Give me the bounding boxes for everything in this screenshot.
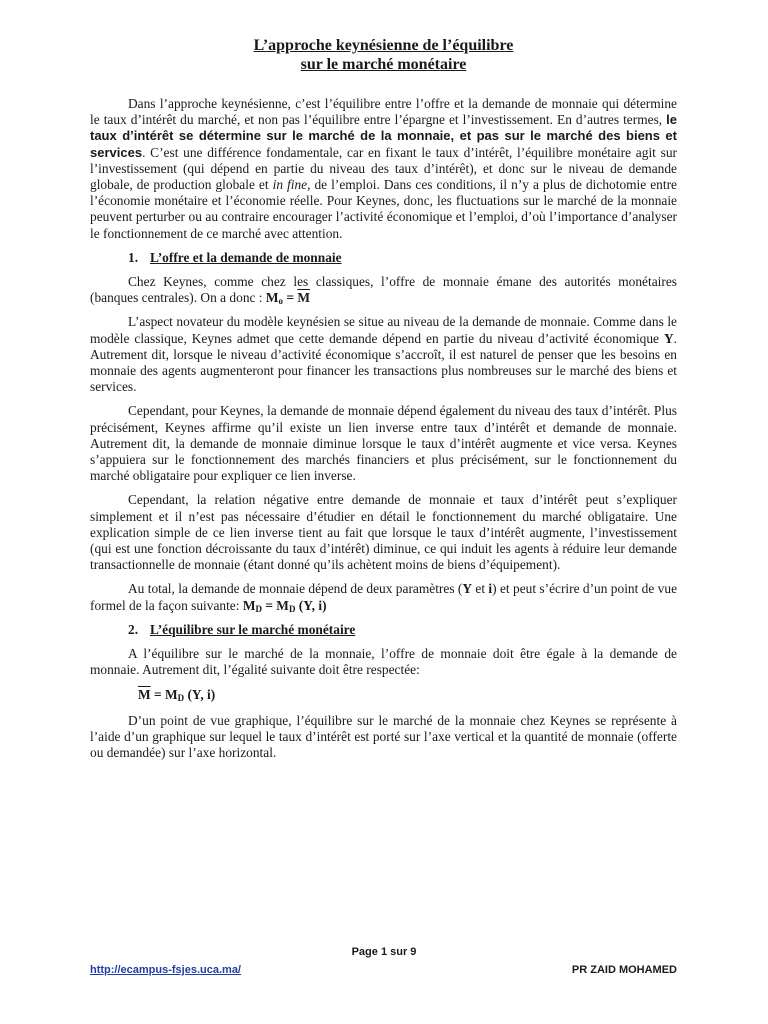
s1p2-text-1: L’aspect novateur du modèle keynésien se situe au niveau de la demande de monnaie. Comme dans le modèle classique, Keynes admet que cette demande dépend en partie du niveau d’activité économique (90, 314, 677, 346)
formula-md-args: (Y, i) (295, 597, 327, 613)
formula-sub-o: o (278, 296, 284, 307)
document-body (90, 96, 677, 761)
footer-line (90, 964, 677, 980)
formula-md-sub-2: D (288, 603, 296, 614)
page-footer (0, 946, 768, 976)
section-1-paragraph-1 (90, 274, 677, 306)
s1p5-text-1: Au total, la demande de monnaie dépend de deux paramètres ( (128, 581, 463, 597)
intro-paragraph (90, 96, 677, 242)
s1p2-text-2: . Autrement dit, lorsque le niveau d’activité économique s’accroît, il est naturel de penser que les besoins en monnaie des agents augmenteront pour financer les transactions plus nombreuses sur le marché des biens et services. (90, 330, 677, 395)
section-2-paragraph-2: D’un point de vue graphique, l’équilibre sur le marché de la monnaie chez Keynes se représente à l’aide d’un graphique sur lequel le taux d’intérêt est porté sur l’axe vertical et la quantité de monnaie (offerte ou demandée) sur l’axe horizontal. (90, 712, 677, 761)
equilibrium-equation (138, 687, 677, 703)
s1p1-text: Chez Keynes, comme chez les classiques, l’offre de monnaie émane des autorités monétaires (banques centrales). On a donc : (90, 274, 677, 306)
section-1-paragraph-4: Cependant, la relation négative entre demande de monnaie et taux d’intérêt peut s’expliquer simplement et il n’est pas nécessaire d’étudier en détail le fonctionnement du marché obligataire. Une explication simple de ce lien inverse tient au fait que lorsque le taux d’intérêt augmente, l’investissement (qui est une fonction décroissante du taux d’intérêt) diminue, ce qui induit les agents à réduire leur demande transactionnelle de monnaie (étant donné qu’ils achètent moins de biens d’équipement). (90, 492, 677, 573)
page-prefix: Page (351, 946, 381, 958)
page-separator: sur (387, 946, 411, 958)
section-1-paragraph-2 (90, 314, 677, 395)
eq-args: (Y, i) (184, 686, 216, 702)
section-1-title: L’offre et la demande de monnaie (150, 249, 342, 265)
section-1-paragraph-5 (90, 581, 677, 613)
section-1-heading (128, 250, 677, 266)
intro-text-1: Dans l’approche keynésienne, c’est l’équilibre entre l’offre et la demande de monnaie qui détermine le taux d’intérêt du marché, et non pas l’équilibre entre l’épargne et l’investissement. En d’autres termes, (90, 96, 677, 128)
document-page (90, 36, 677, 769)
formula-md-eq: = M (261, 597, 289, 613)
author-name: PR ZAID MOHAMED (571, 964, 677, 976)
intro-text-2: . C’est une différence fondamentale, car en fixant le taux d’intérêt, l’équilibre monétaire agit sur l’investissement (qui dépend en partie du niveau des taux d’intérêt), et donc sur le niveau de demande globale, de production globale et (90, 144, 677, 193)
title-line-2: sur le marché monétaire (300, 56, 467, 73)
ecampus-link[interactable]: http://ecampus-fsjes.uca.ma/ (90, 964, 241, 976)
intro-text-3: , de l’emploi. Dans ces conditions, il n’y a plus de dichotomie entre l’économie monétaire et l’économie réelle. Pour Keynes, donc, les fluctuations sur le marché de la monnaie peuvent perturber ou au contraire encourager l’activité économique et l’emploi, d’où l’importance d’analyser le fonctionnement de ce marché avec attention. (90, 177, 677, 241)
formula-equals: = (283, 290, 298, 306)
money-supply-formula (266, 290, 310, 305)
page-total: 9 (410, 946, 417, 958)
title-line-1: L’approche keynésienne de l’équilibre (253, 37, 514, 54)
s1p5-and: et (472, 581, 489, 597)
section-2-title: L’équilibre sur le marché monétaire (150, 621, 356, 637)
formula-md-sub: D (255, 603, 262, 614)
formula-m-bar: $\overline{M}$ (297, 290, 310, 306)
intro-bold-text: le taux d’intérêt se détermine sur le marché de la monnaie, et pas sur le marché des biens et services (90, 112, 677, 160)
section-2-paragraph-1: A l’équilibre sur le marché de la monnaie, l’offre de monnaie doit être égale à la demande de monnaie. Autrement dit, l’égalité suivante doit être respectée: (90, 646, 677, 678)
section-2-number: 2. (128, 621, 139, 637)
section-2-heading (128, 622, 677, 638)
page-current: 1 (380, 946, 388, 958)
section-1-paragraph-3: Cependant, pour Keynes, la demande de monnaie dépend également du niveau des taux d’intérêt. Plus précisément, Keynes affirme qu’il existe un lien inverse entre taux d’intérêt et demande de monnaie. Autrement dit, la demande de monnaie diminue lorsque le taux d’intérêt augmente et vice versa. Keynes s’appuiera sur le fonctionnement des marchés financiers et plus précisément, sur le fonctionnement du marché obligataire pour expliquer ce lien inverse. (90, 403, 677, 484)
eq-mid: = M (150, 686, 178, 702)
formula-m: M (265, 290, 279, 306)
formula-md-m: M (242, 597, 256, 613)
document-title (90, 36, 677, 74)
page-number (0, 946, 768, 958)
s1p2-bold-y: Y (663, 330, 674, 346)
eq-m-bar: $\overline{M}$ (138, 686, 151, 702)
intro-italic-text: in fine (272, 177, 308, 193)
s1p5-text-2: ) et peut s’écrire d’un point de vue formel de la façon suivante: (90, 581, 678, 613)
section-1-number: 1. (128, 249, 139, 265)
money-demand-formula (243, 598, 327, 613)
s1p5-bold-i: i (488, 581, 493, 597)
eq-sub-d: D (177, 692, 185, 703)
s1p5-bold-y: Y (462, 581, 473, 597)
